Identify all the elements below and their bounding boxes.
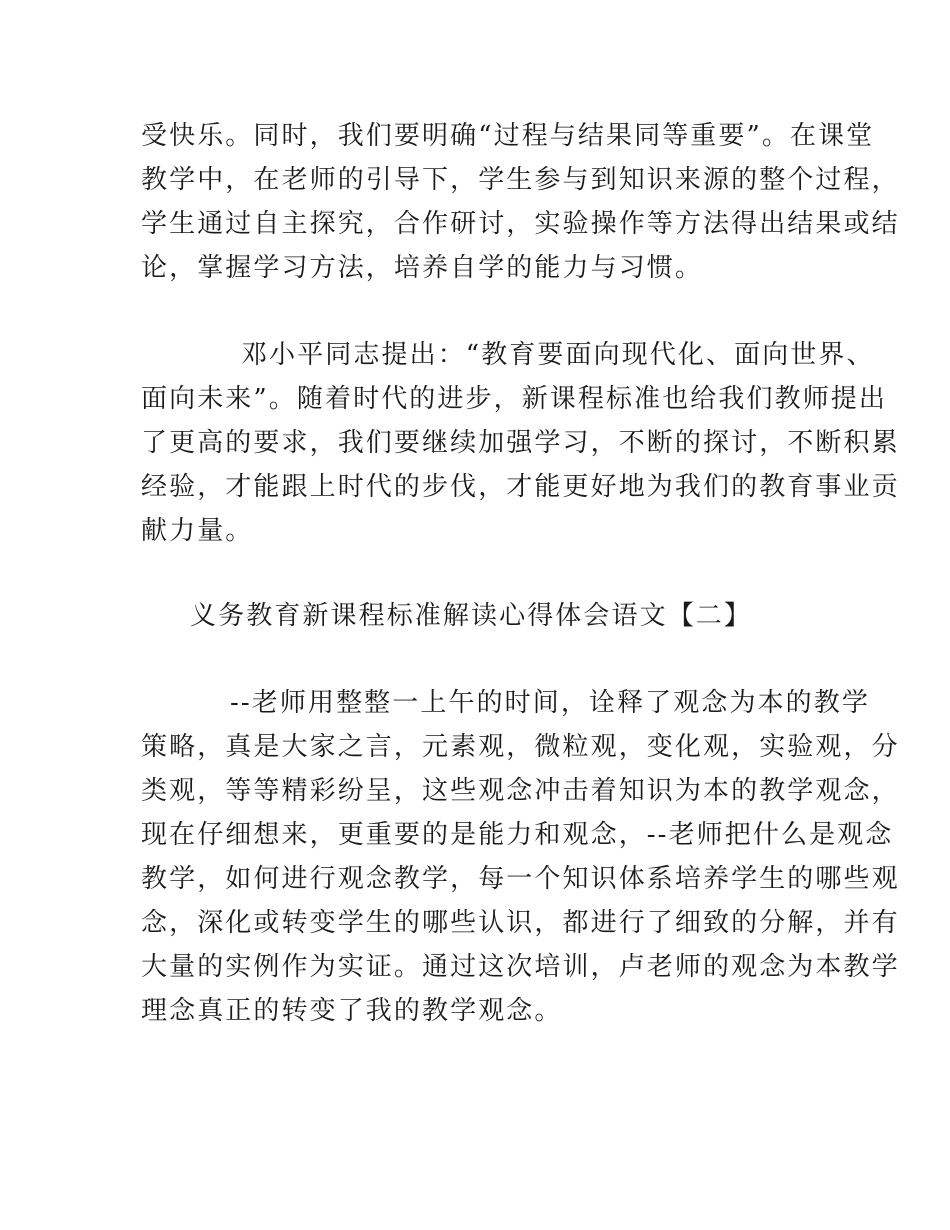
paragraph-2-line-1: 邓小平同志提出：“教育要面向现代化、面向世界、 xyxy=(241,340,875,370)
paragraph-1-line-4: 论，掌握学习方法，培养自学的能力与习惯。 xyxy=(141,253,704,283)
paragraph-1-line-1: 受快乐。同时，我们要明确“过程与结果同等重要”。在课堂 xyxy=(141,121,875,151)
paragraph-3-line-2: 策略，真是大家之言，元素观，微粒观，变化观，实验观，分 xyxy=(141,732,900,762)
paragraph-1-line-3: 学生通过自主探究，合作研讨，实验操作等方法得出结果或结 xyxy=(141,209,900,239)
paragraph-3-line-7: 大量的实例作为实证。通过这次培训，卢老师的观念为本教学 xyxy=(141,952,900,982)
paragraph-3-line-5: 教学，如何进行观念教学，每一个知识体系培养学生的哪些观 xyxy=(141,864,900,894)
paragraph-3-line-1: --老师用整整一上午的时间，诠释了观念为本的教学 xyxy=(230,688,870,718)
paragraph-2-line-3: 了更高的要求，我们要继续加强学习，不断的探讨，不断积累 xyxy=(141,428,900,458)
paragraph-3-line-6: 念，深化或转变学生的哪些认识，都进行了细致的分解，并有 xyxy=(141,908,900,938)
paragraph-2-line-2: 面向未来”。随着时代的进步，新课程标准也给我们教师提出 xyxy=(141,384,887,414)
paragraph-2-line-5: 献力量。 xyxy=(141,516,254,546)
paragraph-3-line-3: 类观，等等精彩纷呈，这些观念冲击着知识为本的教学观念， xyxy=(141,776,900,806)
paragraph-3-line-4: 现在仔细想来，更重要的是能力和观念，--老师把什么是观念 xyxy=(141,820,894,850)
paragraph-2-line-4: 经验，才能跟上时代的步伐，才能更好地为我们的教育事业贡 xyxy=(141,472,900,502)
paragraph-3-line-8: 理念真正的转变了我的教学观念。 xyxy=(141,996,563,1026)
paragraph-1-line-2: 教学中，在老师的引导下，学生参与到知识来源的整个过程， xyxy=(141,165,900,195)
section-heading: 义务教育新课程标准解读心得体会语文【二】 xyxy=(190,601,753,631)
